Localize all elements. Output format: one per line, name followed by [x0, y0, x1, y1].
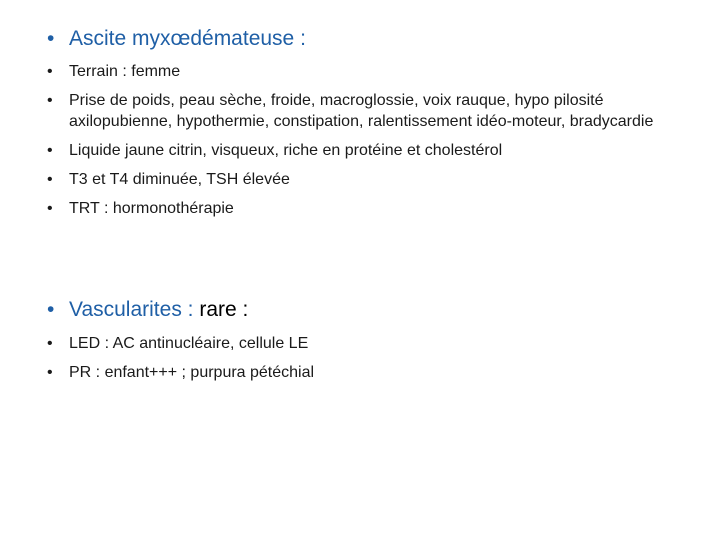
vascularites-list	[47, 333, 687, 383]
list-item-text: PR : enfant+++ ; purpura pétéchial	[69, 364, 315, 381]
bullet-icon: •	[47, 171, 53, 188]
list-item	[47, 198, 687, 219]
bullet-icon: •	[47, 364, 53, 381]
section-vascularites-heading	[47, 297, 687, 323]
heading-vascularites-text: Vascularites :	[69, 298, 194, 321]
heading-ascite	[47, 26, 687, 52]
bullet-icon: •	[47, 63, 53, 80]
list-item	[47, 90, 687, 132]
heading-ascite-text: Ascite myxœdémateuse :	[69, 27, 306, 50]
section-vascularites-list	[47, 333, 687, 391]
list-item-text: Liquide jaune citrin, visqueux, riche en protéine et cholestérol	[69, 142, 503, 159]
list-item	[47, 61, 687, 82]
list-item-text: Terrain : femme	[69, 63, 181, 80]
section-ascite-list	[47, 61, 687, 227]
list-item	[47, 169, 687, 190]
heading-vascularites	[47, 297, 687, 323]
bullet-icon: •	[47, 142, 53, 159]
heading-vascularites-rare: rare :	[193, 298, 249, 321]
list-item-text: TRT : hormonothérapie	[69, 200, 234, 217]
list-item-text: LED : AC antinucléaire, cellule LE	[69, 335, 309, 352]
bullet-icon: •	[47, 92, 53, 109]
section-ascite-heading	[47, 26, 687, 52]
list-item-text: Prise de poids, peau sèche, froide, macroglossie, voix rauque, hypo pilosité axilopubienne, hypothermie, constipation, ralentissement idéo-moteur, bradycardie	[69, 92, 654, 130]
bullet-icon: •	[47, 200, 53, 217]
list-item	[47, 333, 687, 354]
bullet-icon: •	[47, 298, 55, 321]
bullet-icon: •	[47, 27, 55, 50]
list-item	[47, 362, 687, 383]
ascite-list	[47, 61, 687, 219]
bullet-icon: •	[47, 335, 53, 352]
list-item	[47, 140, 687, 161]
list-item-text: T3 et T4 diminuée, TSH élevée	[69, 171, 290, 188]
